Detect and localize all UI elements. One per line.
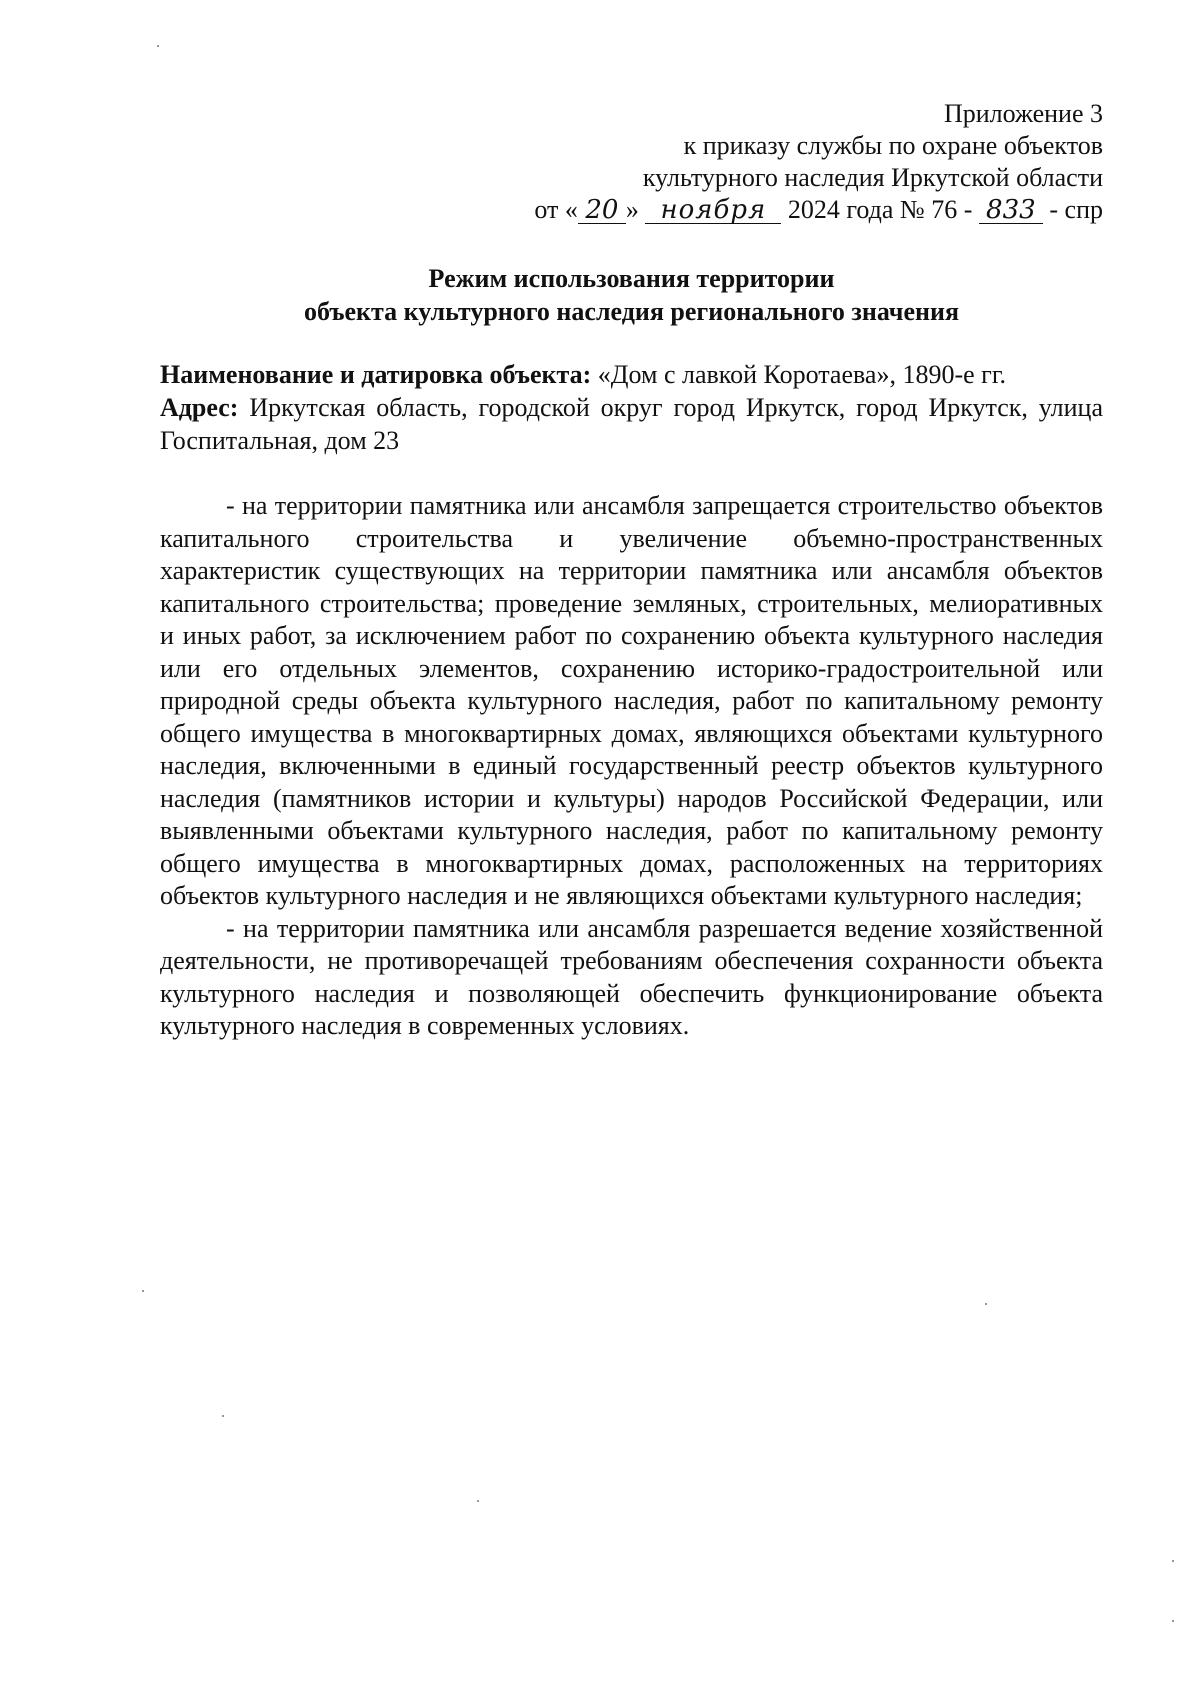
scan-speck — [477, 1500, 479, 1502]
object-name-line — [160, 358, 1103, 391]
scan-speck — [157, 45, 159, 47]
prohibition-paragraph: - на территории памятника или ансамбля запрещается строительство объектов капитального строительства и увеличение объемно-пространственных характеристик существующих на территории памятника или ансамбля объектов капитального строительства; проведение земляных, строительных, мелиоративных и иных работ, за исключением работ по сохранению объекта культурного наследия или его отдельных элементов, сохранению историко-градостроительной или природной среды объекта культурного наследия, работ по капитальному ремонту общего имущества в многоквартирных домах, являющихся объектами культурного наследия, включенными в единый государственный реестр объектов культурного наследия (памятников истории и культуры) народов Российской Федерации, или выявленными объектами культурного наследия, работ по капитальному ремонту общего имущества в многоквартирных домах, расположенных на территориях объектов культурного наследия и не являющихся объектами культурного наследия; — [160, 491, 1103, 910]
appendix-order-reference: к приказу службы по охране объектов — [683, 131, 1103, 160]
scan-speck — [985, 1303, 987, 1305]
permission-paragraph: - на территории памятника или ансамбля разрешается ведение хозяйственной деятельности, не противоречащей требованиям обеспечения сохранности объекта культурного наследия и позволяющей обеспечить функционирование объекта культурного наследия в современных условиях. — [160, 913, 1103, 1040]
title-line-2: объекта культурного наследия регионального значения — [303, 297, 960, 326]
object-address-line — [160, 391, 1103, 457]
scan-speck — [1172, 1560, 1174, 1562]
appendix-header — [534, 98, 1103, 226]
object-address-value: Иркутская область, городской округ город Иркутск, город Иркутск, улица Госпитальная, дом 23 — [160, 393, 1103, 455]
appendix-title: Приложение 3 — [943, 99, 1103, 128]
appendix-issuing-authority: культурного наследия Иркутской области — [642, 163, 1103, 192]
document-title — [160, 262, 1103, 328]
scan-speck — [142, 1290, 144, 1292]
object-info — [160, 358, 1103, 457]
scan-speck — [222, 1415, 224, 1417]
regime-body — [160, 490, 1103, 1043]
title-line-1: Режим использования территории — [428, 264, 835, 293]
date-mid: » — [625, 195, 639, 224]
appendix-date-line — [534, 194, 1103, 226]
scan-speck — [1172, 1620, 1174, 1622]
handwritten-month: ноября — [645, 197, 781, 224]
object-name-value: «Дом с лавкой Коротаева», 1890-е гг. — [597, 360, 1007, 389]
date-prefix: от « — [534, 195, 578, 224]
object-name-label: Наименование и датировка объекта: — [160, 360, 592, 389]
handwritten-day: 20 — [578, 197, 626, 224]
order-suffix: - спр — [1049, 195, 1103, 224]
date-year-text: 2024 года № 76 - — [787, 195, 973, 224]
object-address-label: Адрес: — [160, 393, 239, 422]
handwritten-order-number: 833 — [979, 197, 1043, 224]
